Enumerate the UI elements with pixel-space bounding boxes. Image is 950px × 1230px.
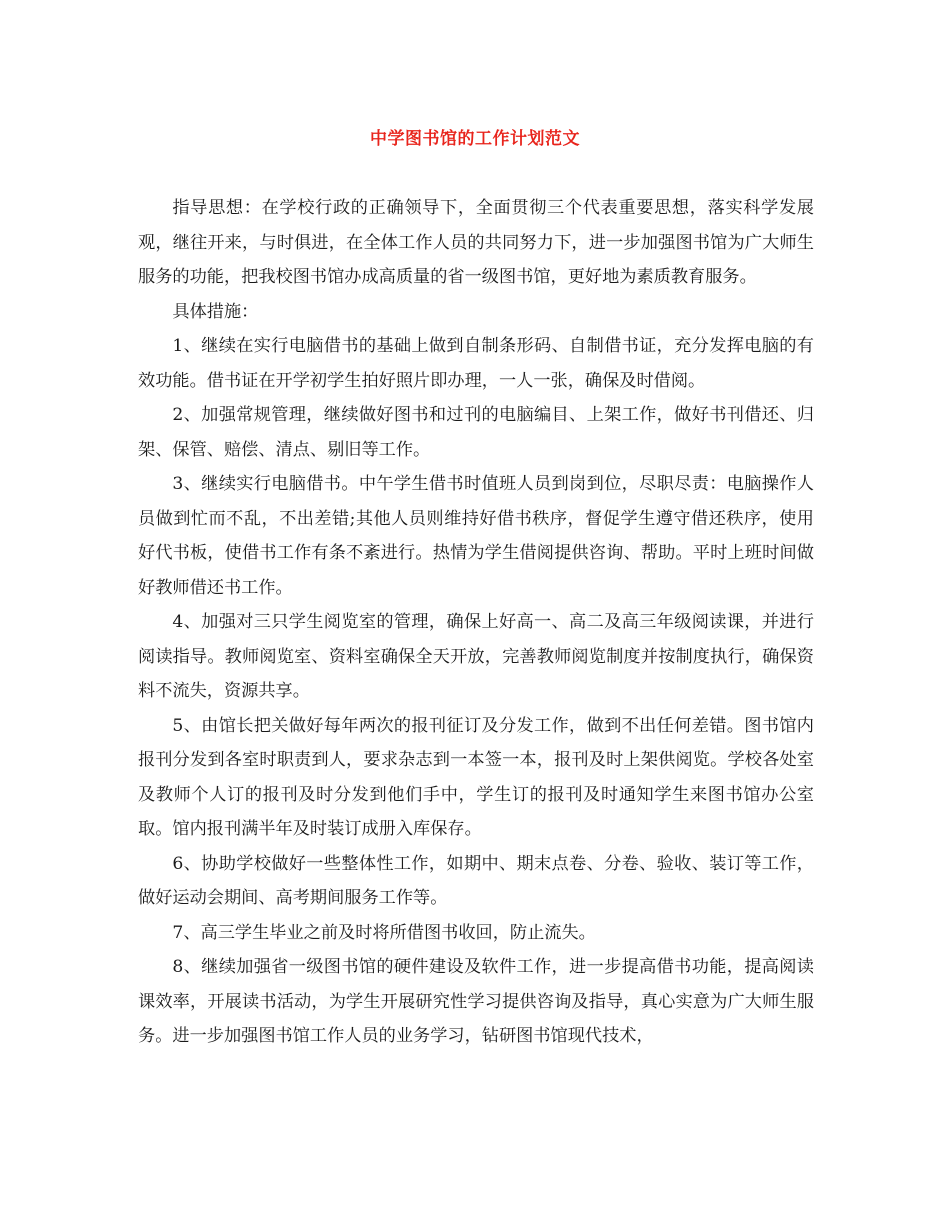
document-title: 中学图书馆的工作计划范文 [370,129,580,149]
paragraph-guiding-ideology: 指导思想：在学校行政的正确领导下，全面贯彻三个代表重要思想，落实科学发展观，继往开来，与时俱进，在全体工作人员的共同努力下，进一步加强图书馆为广大师生服务的功能，把我校图书馆办成高质量的省一级图书馆，更好地为素质教育服务。 [138,198,814,287]
paragraph-measures-heading: 具体措施： [172,301,259,322]
paragraph-item-3: 3、继续实行电脑借书。中午学生借书时值班人员到岗到位，尽职尽责：电脑操作人员做到忙而不乱，不出差错;其他人员则维持好借书秩序，督促学生遵守借还秩序，使用好代书板，使借书工作有条不紊进行。热情为学生借阅提供咨询、帮助。平时上班时间做好教师借还书工作。 [138,474,814,598]
paragraph-item-6: 6、协助学校做好一些整体性工作，如期中、期末点卷、分卷、验收、装订等工作，做好运动会期间、高考期间服务工作等。 [138,853,814,908]
paragraph-item-1: 1、继续在实行电脑借书的基础上做到自制条形码、自制借书证，充分发挥电脑的有效功能。借书证在开学初学生拍好照片即办理，一人一张，确保及时借阅。 [138,336,814,391]
paragraph-item-2: 2、加强常规管理，继续做好图书和过刊的电脑编目、上架工作，做好书刊借还、归架、保管、赔偿、清点、剔旧等工作。 [138,405,814,460]
document-body [138,191,814,1054]
paragraph-item-4: 4、加强对三只学生阅览室的管理，确保上好高一、高二及高三年级阅读课，并进行阅读指导。教师阅览室、资料室确保全天开放，完善教师阅览制度并按制度执行，确保资料不流失，资源共享。 [138,612,814,701]
paragraph-item-7: 7、高三学生毕业之前及时将所借图书收回，防止流失。 [172,922,596,943]
paragraph-item-5: 5、由馆长把关做好每年两次的报刊征订及分发工作，做到不出任何差错。图书馆内报刊分发到各室时职责到人，要求杂志到一本签一本，报刊及时上架供阅览。学校各处室及教师个人订的报刊及时分发到他们手中，学生订的报刊及时通知学生来图书馆办公室取。馆内报刊满半年及时装订成册入库保存。 [138,715,814,839]
paragraph-item-8: 8、继续加强省一级图书馆的硬件建设及软件工作，进一步提高借书功能，提高阅读课效率，开展读书活动，为学生开展研究性学习提供咨询及指导，真心实意为广大师生服务。进一步加强图书馆工作人员的业务学习，钻研图书馆现代技术， [138,957,814,1046]
